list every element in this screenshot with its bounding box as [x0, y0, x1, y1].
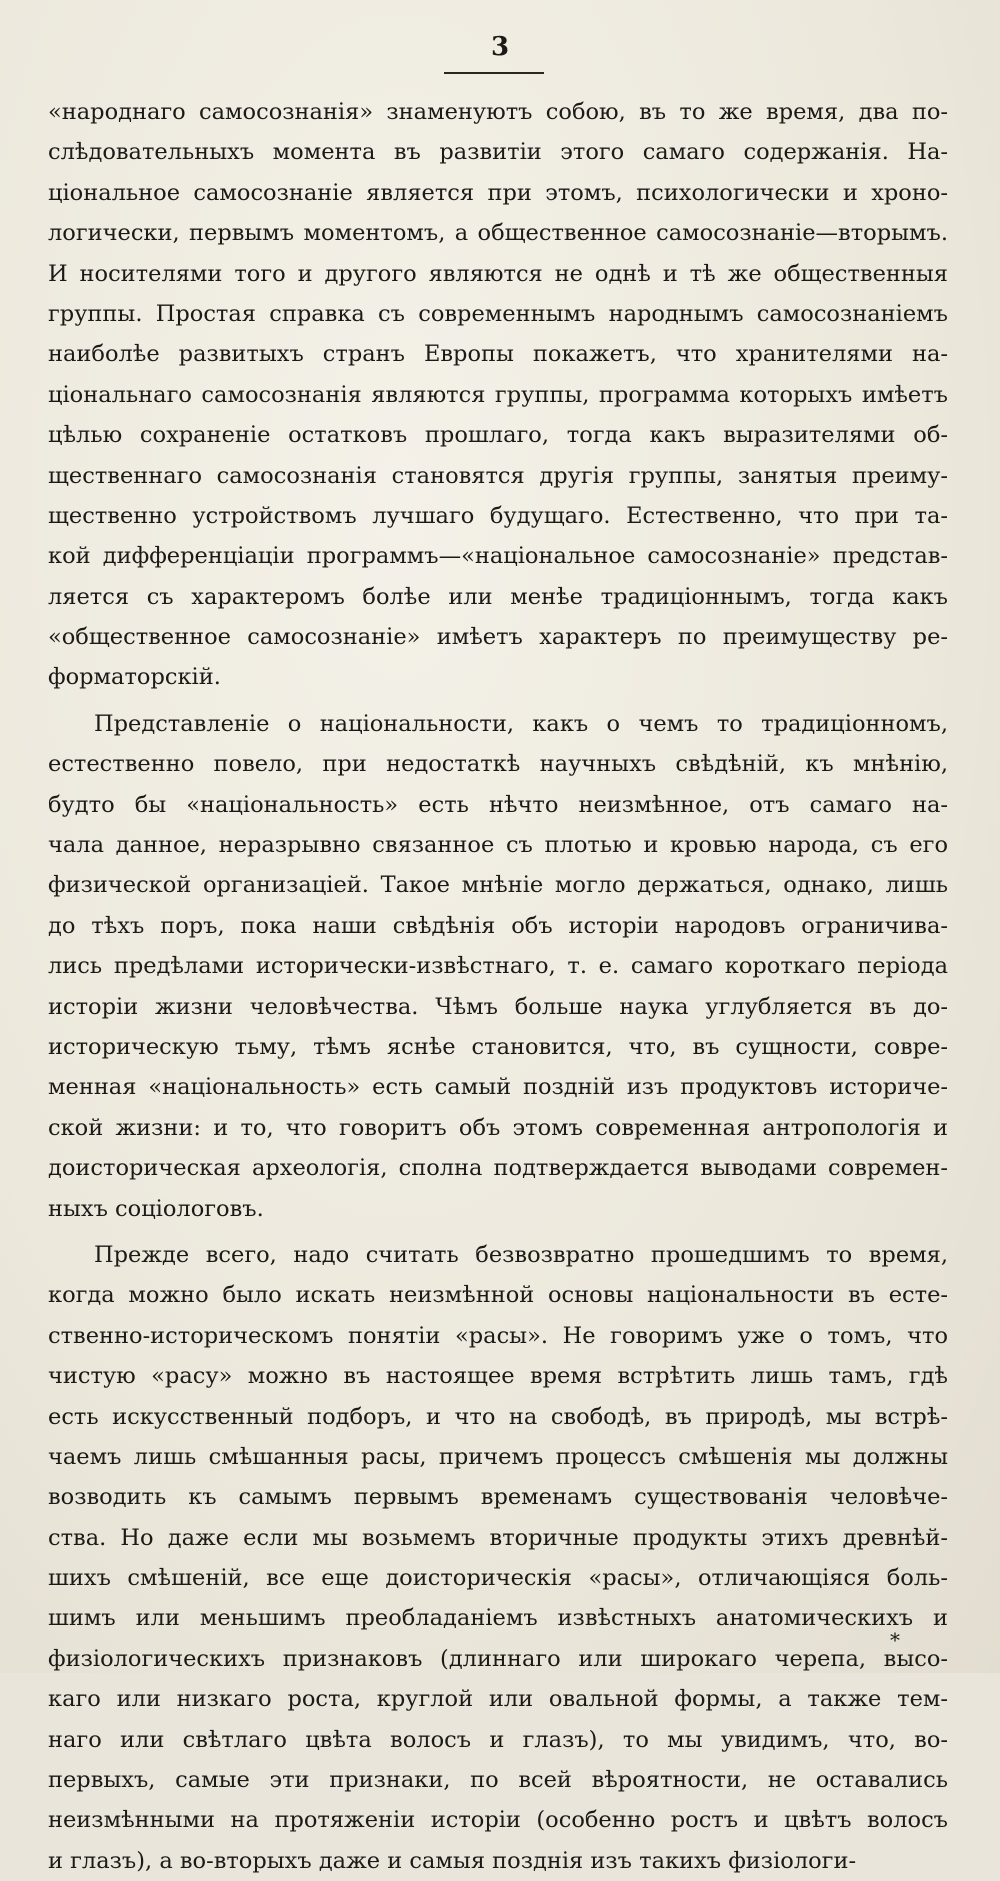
text-line: исторіи жизни человѣчества. Чѣмъ больше наука углубляется въ до- — [48, 993, 948, 1020]
text-line: шимъ или меньшимъ преобладаніемъ извѣстныхъ анатомическихъ и — [48, 1605, 948, 1632]
text-line: щественно устройствомъ лучшаго будущаго. Естественно, что при та- — [48, 502, 948, 529]
text-line: неизмѣнными на протяженіи исторіи (особенно ростъ и цвѣтъ волосъ — [48, 1807, 948, 1834]
text-line: ляется съ характеромъ болѣе или менѣе традиціоннымъ, тогда какъ — [48, 583, 948, 610]
paragraph — [48, 704, 948, 1229]
text-line: Представленіе о національности, какъ о чемъ то традиціонномъ, — [94, 710, 948, 737]
text-line: до тѣхъ поръ, пока наши свѣдѣнія объ исторіи народовъ ограничива- — [48, 912, 948, 939]
text-line: менная «національность» есть самый поздній изъ продуктовъ историче- — [48, 1074, 948, 1101]
text-line: группы. Простая справка съ современнымъ народнымъ самосознаніемъ — [48, 300, 948, 327]
text-line: Прежде всего, надо считать безвозвратно прошедшимъ то время, — [94, 1241, 948, 1268]
text-line: физической организаціей. Такое мнѣніе могло держаться, однако, лишь — [48, 872, 948, 899]
signature-mark: * — [890, 1628, 900, 1652]
text-line: шихъ смѣшеній, все еще доисторическія «расы», отличающіяся боль- — [48, 1565, 948, 1592]
text-line: ціональное самосознаніе является при этомъ, психологически и хроно- — [48, 179, 948, 206]
text-line: наиболѣе развитыхъ странъ Европы покажетъ, что хранителями на- — [48, 341, 948, 368]
text-line: чала данное, неразрывно связанное съ плотью и кровью народа, съ его — [48, 832, 948, 859]
text-line: возводить къ самымъ первымъ временамъ существованія человѣче- — [48, 1484, 948, 1511]
text-line: чаемъ лишь смѣшанныя расы, причемъ процессъ смѣшенія мы должны — [48, 1443, 948, 1470]
text-line: доисторическая археологія, сполна подтверждается выводами современ- — [48, 1155, 948, 1182]
text-line: будто бы «національность» есть нѣчто неизмѣнное, отъ самаго на- — [48, 791, 948, 818]
text-line: есть искусственный подборъ, и что на свободѣ, въ природѣ, мы встрѣ- — [48, 1403, 948, 1430]
text-line: наго или свѣтлаго цвѣта волосъ и глазъ), то мы увидимъ, что, во- — [48, 1726, 948, 1753]
text-line: И носителями того и другого являются не однѣ и тѣ же общественныя — [48, 260, 948, 287]
text-line: и глазъ), а во-вторыхъ даже и самыя позднія изъ такихъ физіологи- — [48, 1847, 857, 1874]
text-line: лись предѣлами исторически-извѣстнаго, т. е. самаго короткаго періода — [48, 953, 948, 980]
text-line: цѣлью сохраненіе остатковъ прошлаго, тогда какъ выразителями об- — [48, 422, 948, 449]
paragraph — [48, 92, 948, 698]
text-line: естественно повело, при недостаткѣ научныхъ свѣдѣній, къ мнѣнію, — [48, 751, 948, 778]
text-line: ціональнаго самосознанія являются группы, программа которыхъ имѣетъ — [48, 381, 948, 408]
text-line: ственно-историческомъ понятіи «расы». Не говоримъ уже о томъ, что — [48, 1322, 948, 1349]
text-line: логически, первымъ моментомъ, а общественное самосознаніе—вторымъ. — [48, 220, 948, 247]
text-line: ской жизни: и то, что говоритъ объ этомъ современная антропологія и — [48, 1114, 948, 1141]
text-line: историческую тьму, тѣмъ яснѣе становится, что, въ сущности, совре- — [48, 1033, 948, 1060]
paragraph — [48, 1235, 948, 1881]
text-line: ства. Но даже если мы возьмемъ вторичные продукты этихъ древнѣй- — [48, 1524, 948, 1551]
page-number: 3 — [490, 32, 510, 62]
text-line: щественнаго самосознанія становятся другія группы, занятыя преиму- — [48, 462, 948, 489]
page-body-text — [48, 92, 948, 1881]
text-line: слѣдовательныхъ момента въ развитіи этого самаго содержанія. На- — [48, 139, 948, 166]
text-line: когда можно было искать неизмѣнной основы національности въ есте- — [48, 1282, 948, 1309]
text-line: форматорскій. — [48, 664, 221, 691]
text-line: «народнаго самосознанія» знаменуютъ собою, въ то же время, два по- — [48, 99, 948, 125]
text-line: первыхъ, самые эти признаки, по всей вѣроятности, не оставались — [48, 1767, 948, 1794]
header-rule — [444, 72, 544, 74]
text-line: физіологическихъ признаковъ (длиннаго или широкаго черепа, высо- — [48, 1645, 948, 1672]
text-line: ныхъ соціологовъ. — [48, 1195, 264, 1222]
text-line: чистую «расу» можно въ настоящее время встрѣтить лишь тамъ, гдѣ — [48, 1363, 948, 1390]
text-line: каго или низкаго роста, круглой или овальной формы, а также тем- — [48, 1686, 948, 1713]
text-line: кой дифференціаціи программъ—«національное самосознаніе» представ- — [48, 543, 948, 570]
text-line: «общественное самосознаніе» имѣетъ характеръ по преимуществу ре- — [48, 624, 948, 651]
